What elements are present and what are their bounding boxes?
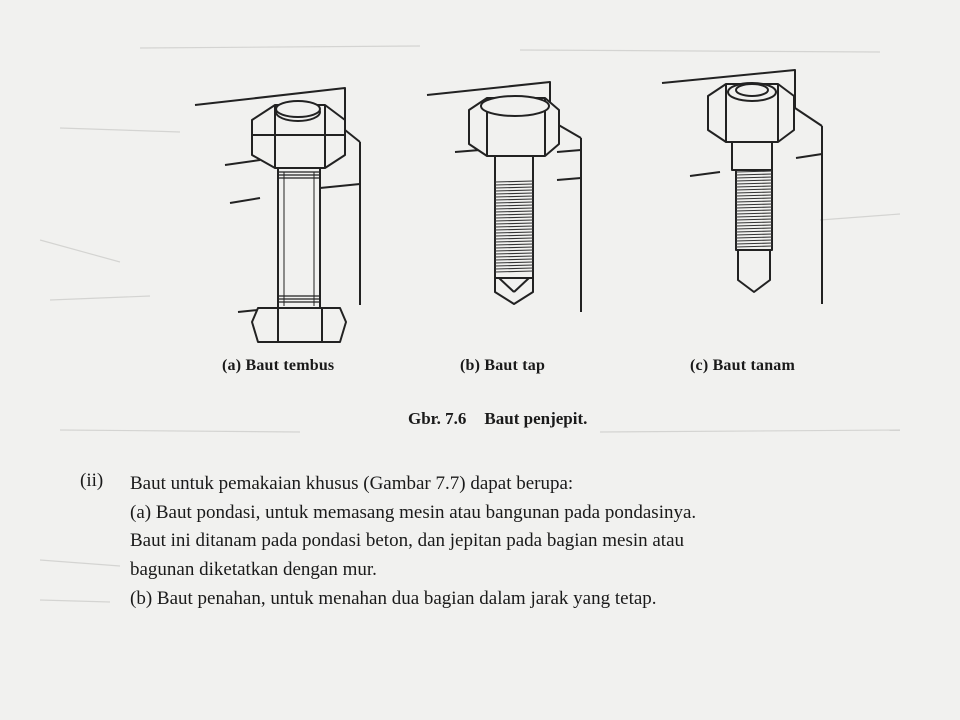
figure-title-text: Baut penjepit. (484, 409, 588, 428)
caption-a-text: Baut tembus (245, 357, 335, 374)
caption-b-text: Baut tap (484, 357, 546, 374)
caption-c-text: Baut tanam (712, 357, 796, 374)
body-line-2: Baut ini ditanam pada pondasi beton, dan jepitan pada bagian mesin atau (130, 530, 685, 551)
caption-a (222, 357, 334, 375)
caption-a-label: (a) (222, 357, 242, 374)
bolt-figure-b (425, 80, 595, 320)
list-marker: (ii) (80, 470, 104, 491)
body-line-4: (b) Baut penahan, untuk menahan dua bagian dalam jarak yang tetap. (130, 588, 657, 609)
caption-c (690, 357, 795, 375)
bolt-figure-a (180, 80, 380, 355)
caption-b (460, 357, 545, 375)
intro-line: Baut untuk pemakaian khusus (Gambar 7.7) dapat berupa: (130, 473, 574, 494)
caption-b-label: (b) (460, 357, 481, 374)
body-line-1: (a) Baut pondasi, untuk memasang mesin atau bangunan pada pondasinya. (130, 502, 697, 523)
caption-c-label: (c) (690, 357, 709, 374)
figure-title (408, 409, 587, 429)
figure-number: Gbr. 7.6 (408, 409, 467, 428)
body-line-3: bagunan diketatkan dengan mur. (130, 559, 377, 580)
bolt-figure-c (660, 68, 830, 313)
